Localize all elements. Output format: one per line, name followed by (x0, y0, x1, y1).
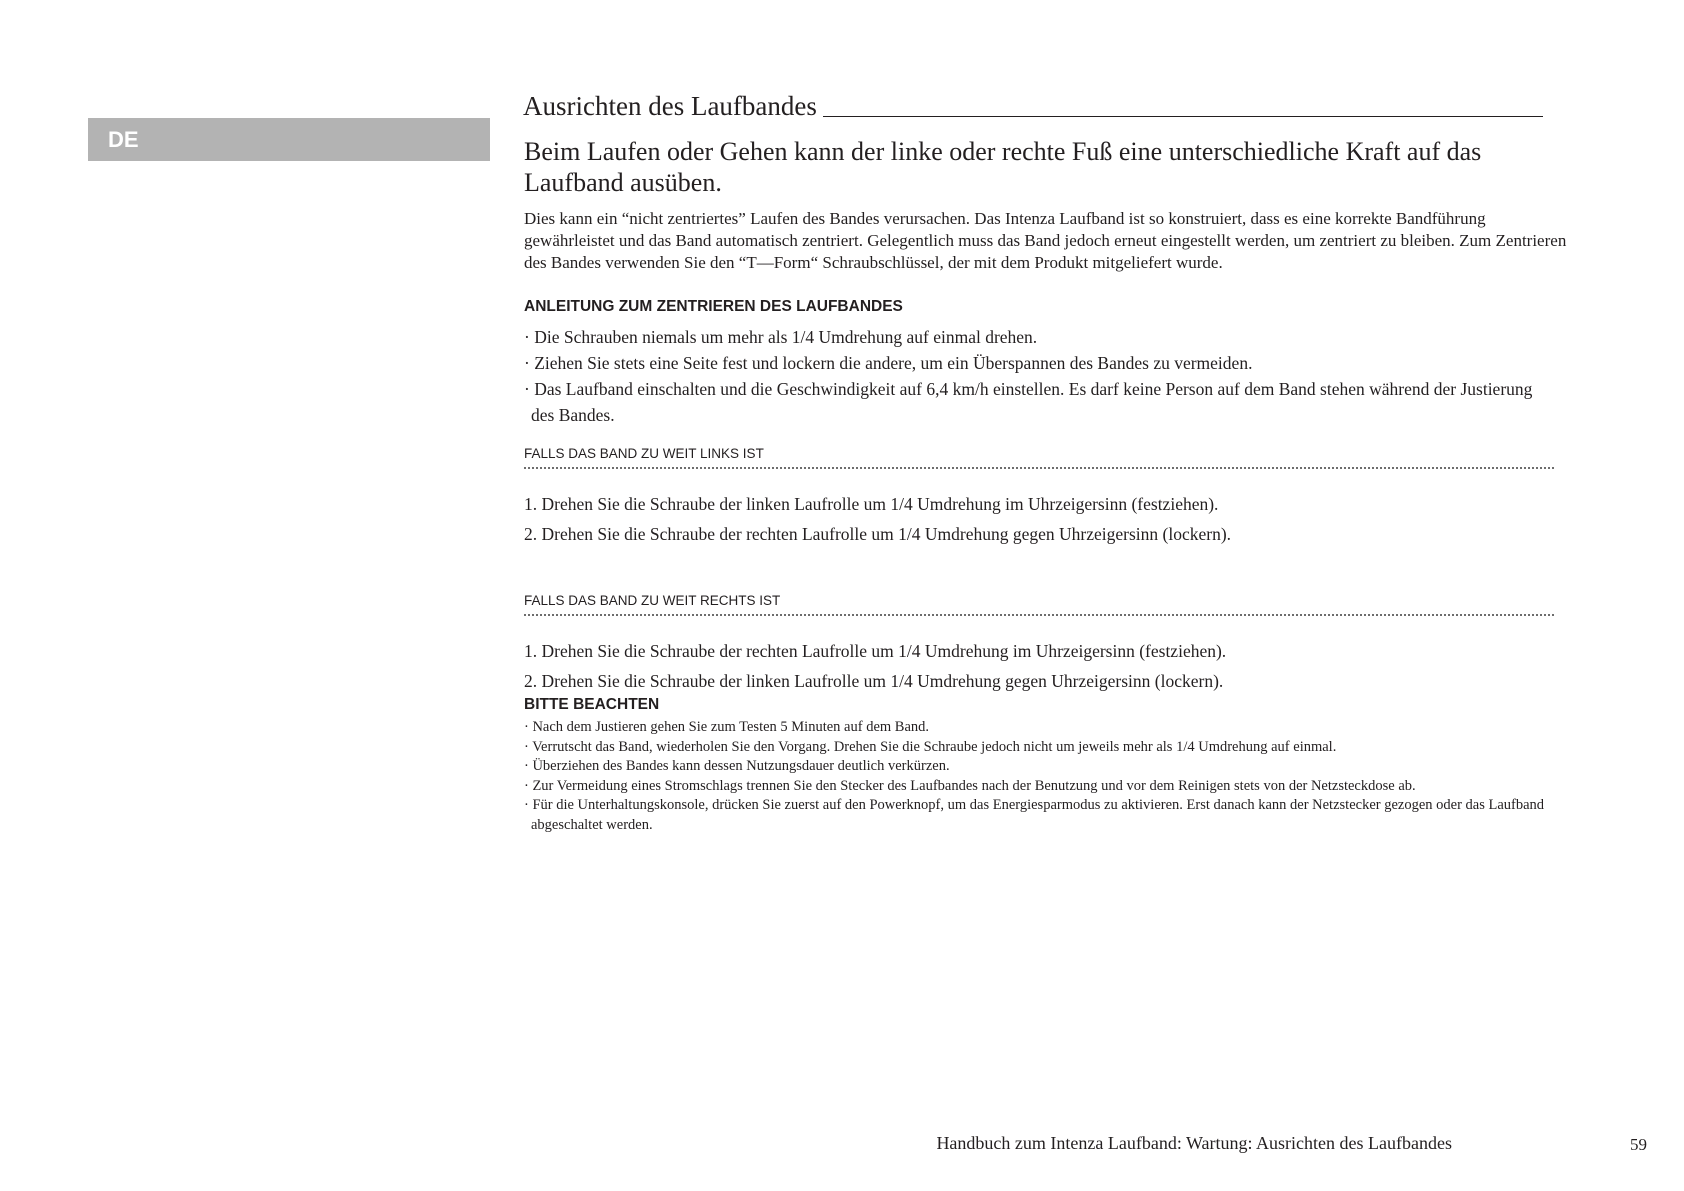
list-item: · Das Laufband einschalten und die Geschwindigkeit auf 6,4 km/h einstellen. Es darf keine Person auf dem Band stehen während der Justierung des Bandes. (524, 379, 1533, 425)
list-item: 2. Drehen Sie die Schraube der linken Laufrolle um 1/4 Umdrehung gegen Uhrzeigersinn (lockern). (524, 671, 1224, 691)
section-title-row (523, 88, 1573, 124)
intro-paragraph: Dies kann ein “nicht zentriertes” Laufen des Bandes verursachen. Das Intenza Laufband ist so konstruiert, dass es eine korrekte Bandführung gewährleistet und das Band automatisch zentriert. Gelegentlich muss das Band jedoch erneut eingestellt werden, um zentriert zu bleiben. Zum Zentrieren des Bandes verwenden Sie den “T—Form“ Schraubschlüssel, der mit dem Produkt mitgeliefert wurde. (524, 209, 1567, 272)
list-item: · Für die Unterhaltungskonsole, drücken Sie zuerst auf den Powerknopf, um das Energiesparmodus zu aktivieren. Erst danach kann der Netzstecker gezogen oder das Laufband abgeschaltet werden. (524, 797, 1545, 833)
case-left-steps (524, 489, 1573, 549)
list-item: · Ziehen Sie stets eine Seite fest und lockern die andere, um ein Überspannen des Bandes zu vermeiden. (524, 353, 1253, 373)
main-content (523, 88, 1573, 835)
list-item: · Verrutscht das Band, wiederholen Sie den Vorgang. Drehen Sie die Schraube jedoch nicht um jeweils mehr als 1/4 Umdrehung auf einmal. (524, 738, 1337, 755)
list-item: · Nach dem Justieren gehen Sie zum Testen 5 Minuten auf dem Band. (524, 719, 930, 735)
case-left-heading: FALLS DAS BAND ZU WEIT LINKS IST (524, 446, 764, 461)
instructions-heading: ANLEITUNG ZUM ZENTRIEREN DES LAUFBANDES (524, 298, 903, 315)
language-tab: DE (88, 118, 490, 161)
case-right-heading: FALLS DAS BAND ZU WEIT RECHTS IST (524, 593, 781, 608)
notes-heading: BITTE BEACHTEN (524, 696, 660, 713)
lead-paragraph: Beim Laufen oder Gehen kann der linke oder rechte Fuß eine unterschiedliche Kraft auf das Laufband ausüben. (524, 137, 1482, 197)
dotted-divider (524, 467, 1554, 469)
section-title: Ausrichten des Laufbandes (523, 91, 817, 121)
notes-list (524, 718, 1573, 835)
list-item: 1. Drehen Sie die Schraube der linken Laufrolle um 1/4 Umdrehung im Uhrzeigersinn (festziehen). (524, 494, 1219, 514)
page-number: 59 (1630, 1135, 1647, 1154)
list-item: · Zur Vermeidung eines Stromschlags trennen Sie den Stecker des Laufbandes nach der Benutzung und vor dem Reinigen stets von der Netzsteckdose ab. (524, 777, 1416, 794)
list-item: 2. Drehen Sie die Schraube der rechten Laufrolle um 1/4 Umdrehung gegen Uhrzeigersinn (lockern). (524, 524, 1232, 544)
list-item: 1. Drehen Sie die Schraube der rechten Laufrolle um 1/4 Umdrehung im Uhrzeigersinn (festziehen). (524, 641, 1227, 661)
list-item: · Überziehen des Bandes kann dessen Nutzungsdauer deutlich verkürzen. (524, 758, 950, 774)
instructions-list (524, 324, 1573, 428)
list-item: · Die Schrauben niemals um mehr als 1/4 Umdrehung auf einmal drehen. (524, 327, 1038, 347)
case-right-steps (524, 636, 1573, 696)
page-footer: Handbuch zum Intenza Laufband: Wartung: Ausrichten des Laufbandes (936, 1133, 1452, 1153)
title-rule (823, 116, 1543, 117)
dotted-divider (524, 614, 1554, 616)
